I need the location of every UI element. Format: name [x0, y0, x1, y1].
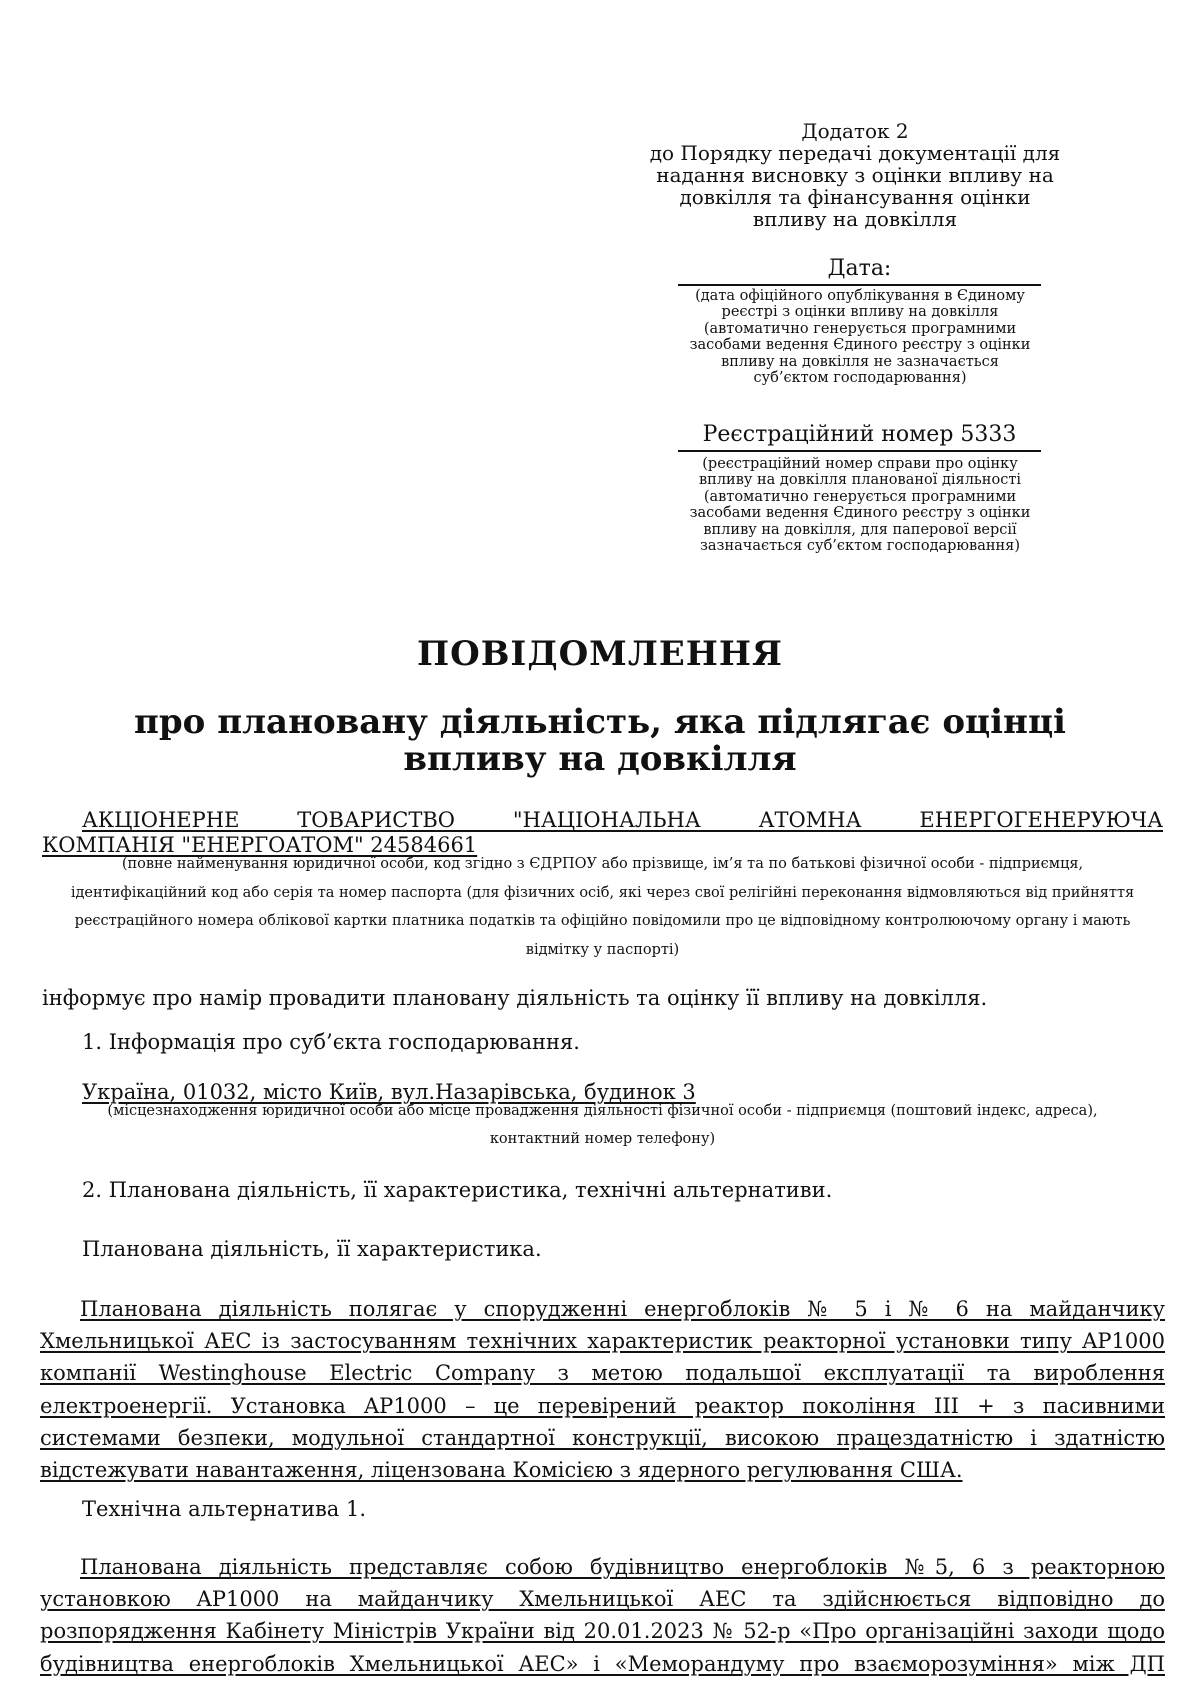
description-line: компанії Westinghouse Electric Company з метою подальшої експлуатації та вироблення	[40, 1361, 1165, 1386]
company-address-text: Україна, 01032, місто Київ, вул.Назарівська, будинок 3	[82, 1080, 696, 1104]
subtitle-line-2: впливу на довкілля	[403, 739, 797, 779]
company-name-line-1: АКЦІОНЕРНЕ ТОВАРИСТВО "НАЦІОНАЛЬНА АТОМНА ЕНЕРГОГЕНЕРУЮЧА	[82, 808, 1163, 832]
registration-note-line: засобами ведення Єдиного реєстру з оцінки	[689, 505, 1031, 522]
description-line: відстежувати навантаження, ліцензована Комісією з ядерного регулювання США.	[40, 1458, 963, 1483]
document-subtitle	[40, 704, 1160, 778]
registration-note-line: (автоматично генерується програмними	[703, 488, 1017, 505]
date-note-line: засобами ведення Єдиного реєстру з оцінки	[689, 337, 1031, 354]
registration-note-line: впливу на довкілля планованої діяльності	[699, 472, 1021, 489]
company-note-line: (повне найменування юридичної особи, код згідно з ЄДРПОУ або прізвище, ім’я та по батькові фізичної особи - підприємця,	[121, 856, 1084, 872]
description-line: електроенергії. Установка AP1000 – це перевірений реактор покоління III + з пасивними	[40, 1393, 1165, 1418]
date-note-line: реєстрі з оцінки впливу на довкілля	[721, 304, 999, 321]
company-note-line: відмітку у паспорті)	[525, 941, 680, 958]
annex-line-3: надання висновку з оцінки впливу на	[656, 163, 1054, 187]
alternative-line: розпорядження Кабінету Міністрів України від 20.01.2023 № 52-р «Про організаційні заходи щодо	[40, 1619, 1165, 1644]
annex-header	[630, 120, 1080, 230]
company-note-line: ідентифікаційний код або серія та номер паспорта (для фізичних осіб, які через свої релігійні переконання відмовляються від прийняття	[70, 884, 1135, 901]
date-note-line: (дата офіційного опублікування в Єдиному	[695, 288, 1025, 304]
section-2-subheading: Планована діяльність, її характеристика.	[82, 1237, 542, 1261]
description-line: Планована діяльність полягає у спорудженні енергоблоків № 5 і № 6 на майданчику	[80, 1297, 1165, 1321]
subtitle-line-1: про плановану діяльність, яка підлягає оцінці	[134, 702, 1066, 742]
alternative-line: установкою AP1000 на майданчику Хмельницької АЕС та здійснюється відповідно до	[40, 1587, 1165, 1612]
date-note-line: впливу на довкілля не зазначається	[721, 353, 999, 370]
address-note-line: контактний номер телефону)	[489, 1131, 716, 1147]
alternative-1-heading: Технічна альтернатива 1.	[82, 1497, 367, 1521]
annex-line-1: Додаток 2	[801, 119, 909, 143]
annex-line-5: впливу на довкілля	[752, 207, 958, 231]
registration-note-line: впливу на довкілля, для паперової версії	[703, 521, 1017, 538]
date-field: Дата:	[678, 256, 1041, 286]
date-note-line: суб’єктом господарювання)	[753, 370, 967, 387]
date-note	[660, 288, 1060, 386]
date-note-line: (автоматично генерується програмними	[703, 320, 1017, 337]
company-note-line: реєстраційного номера облікової картки платника податків та офіційно повідомили про це відповідному контролюючому органу і мають	[74, 913, 1131, 930]
section-2-heading: 2. Планована діяльність, її характеристика, технічні альтернативи.	[82, 1178, 833, 1202]
company-note	[42, 850, 1163, 964]
registration-note	[660, 456, 1060, 554]
annex-line-2: до Порядку передачі документації для	[649, 141, 1061, 165]
registration-number-field: Реєстраційний номер 5333	[678, 422, 1041, 452]
alternative-line: будівництва енергоблоків Хмельницької АЕС» і «Меморандуму про взаєморозуміння» між ДП	[40, 1651, 1165, 1676]
alternative-line: Планована діяльність представляє собою будівництво енергоблоків №5, 6 з реакторною	[80, 1555, 1165, 1579]
section-1-heading: 1. Інформація про суб’єкта господарювання.	[82, 1030, 580, 1054]
description-line: системами безпеки, модульної стандартної конструкції, високою працездатністю і здатністю	[40, 1425, 1165, 1450]
registration-note-line: зазначається суб’єктом господарювання)	[700, 538, 1020, 555]
alternative-1-description	[40, 1551, 1165, 1680]
registration-note-line: (реєстраційний номер справи про оцінку	[702, 456, 1018, 472]
address-note-line: (місцезнаходження юридичної особи або місце провадження діяльності фізичної особи - підприємця (поштовий індекс, адреса),	[107, 1103, 1098, 1119]
informs-paragraph: інформує про намір провадити плановану діяльність та оцінку її впливу на довкілля.	[42, 986, 988, 1010]
address-note	[42, 1097, 1163, 1153]
description-line: Хмельницької АЕС із застосуванням технічних характеристик реакторної установки типу AP1000	[40, 1329, 1165, 1354]
document-title: ПОВІДОМЛЕННЯ	[416, 634, 784, 674]
company-name-line-2: КОМПАНІЯ "ЕНЕРГОАТОМ" 24584661	[42, 833, 478, 857]
activity-description	[40, 1293, 1165, 1486]
annex-line-4: довкілля та фінансування оцінки	[679, 185, 1031, 209]
